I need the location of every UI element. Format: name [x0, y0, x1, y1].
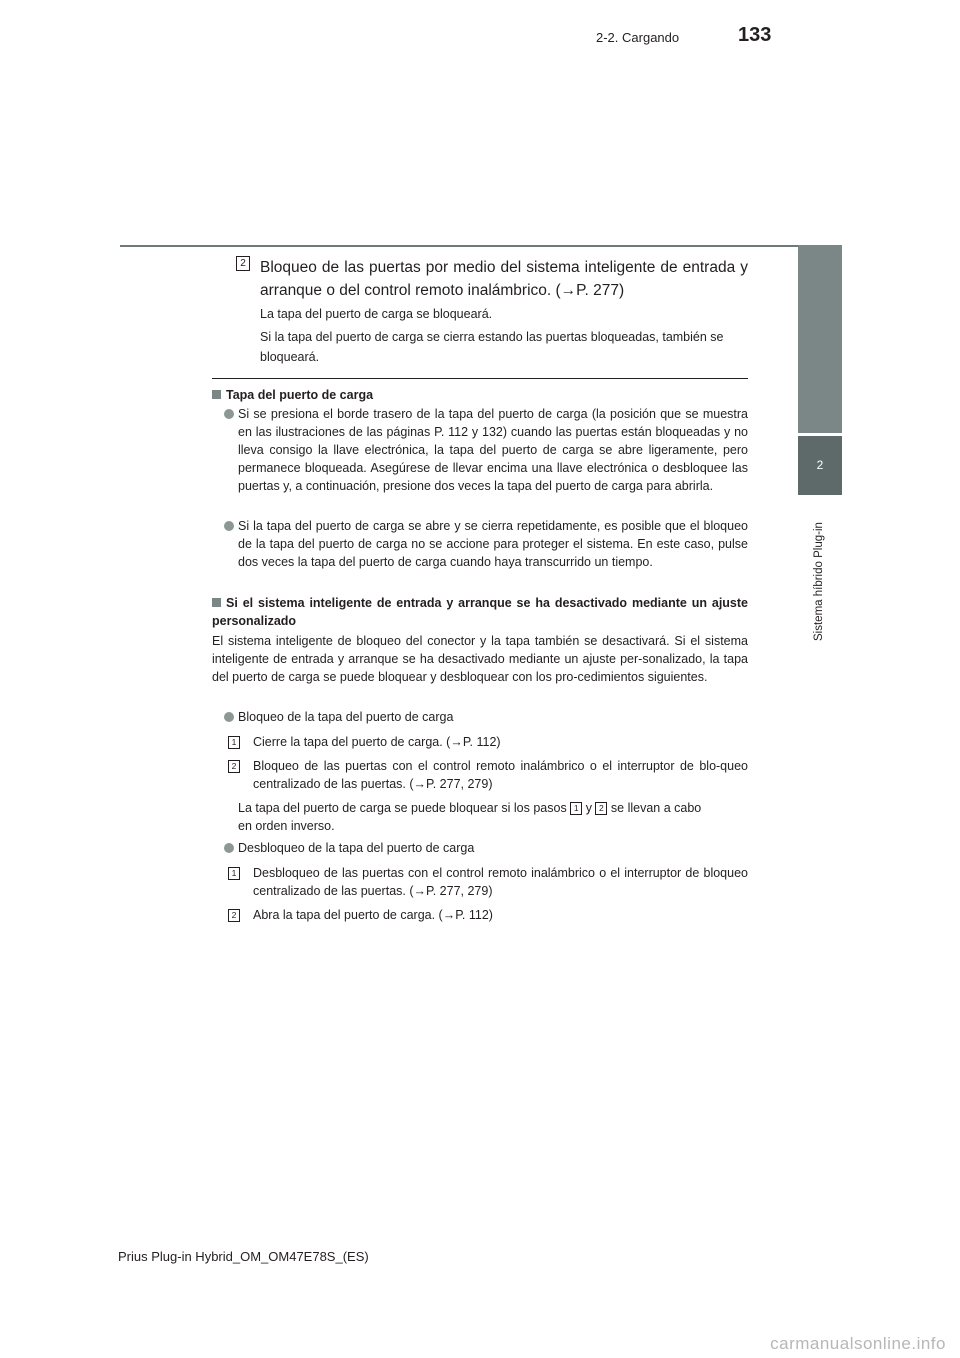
inline-step-badge-2: 2 — [595, 802, 607, 815]
step-badge-2 — [228, 758, 240, 776]
inline-step-badge-1: 1 — [570, 802, 582, 815]
chapter-title-text: Sistema híbrido Plug-in — [813, 522, 825, 641]
bullet-paragraph-1: Si se presiona el borde trasero de la tapa del puerto de carga (la posición que se muestra en las ilustraciones de las páginas P. 112 y 132) cuando las puertas están bloqueadas y no lleva consigo la llave electrónica, la tapa del puerto de carga se abre ligeramente, pero permanece bloqueada. Asegúrese de llevar encima una llave electrónica o desbloquee las puertas y, a continuación, presione dos veces la tapa del puerto de carga para abrirla. — [238, 407, 748, 493]
step-badge-number: 2 — [228, 909, 240, 922]
lock-reverse-note-end: en orden inverso. — [238, 819, 335, 833]
watermark: carmanualsonline.info — [770, 1334, 946, 1353]
bullet-paragraph-2: Si la tapa del puerto de carga se abre y se cierra repetidamente, es posible que el bloqueo de la tapa del puerto de carga no se accione para proteger el sistema. En este caso, pulse dos veces la tapa del puerto de carga cuando haya transcurrido un tiempo. — [238, 519, 748, 569]
step-2-title: Bloqueo de las puertas por medio del sistema inteligente de entrada y arranque o del control remoto inalámbrico. (→P. 277) — [260, 259, 748, 299]
step-badge-number: 1 — [228, 867, 240, 880]
section-divider — [212, 378, 748, 379]
lock-reverse-note — [238, 799, 748, 817]
lock-procedure-title: Bloqueo de la tapa del puerto de carga — [238, 710, 454, 724]
unlock-step-1-text: Desbloqueo de las puertas con el control remoto inalámbrico o el interruptor de bloqueo centralizado de las puertas. (→P. 277, 279) — [253, 866, 748, 898]
unlock-step-2-text: Abra la tapa del puerto de carga. (→P. 112) — [253, 908, 493, 922]
section-heading-charge-port-lid — [212, 386, 373, 404]
circle-bullet-icon — [224, 409, 234, 419]
note-text: se llevan a cabo — [610, 801, 702, 815]
step-2-note-2: Si la tapa del puerto de carga se cierra estando las puertas bloqueadas, también se bloqueará. — [260, 330, 724, 364]
step-badge-number: 2 — [236, 256, 250, 271]
unlock-procedure-title: Desbloqueo de la tapa del puerto de carga — [238, 841, 475, 855]
chapter-number-tab: 2 — [798, 436, 842, 495]
manual-identifier: Prius Plug-in Hybrid_OM_OM47E78S_(ES) — [118, 1249, 369, 1264]
section-heading-custom-setting — [212, 594, 748, 630]
lock-step-2-text: Bloqueo de las puertas con el control remoto inalámbrico o el interruptor de blo-queo centralizado de las puertas. (→P. 277, 279) — [253, 759, 748, 791]
step-badge-number: 1 — [228, 736, 240, 749]
circle-bullet-icon — [224, 712, 234, 722]
step-badge-2 — [228, 907, 240, 925]
heading-text: Tapa del puerto de carga — [226, 388, 374, 402]
step-badge-2 — [236, 255, 250, 273]
chapter-title-vertical — [800, 500, 840, 650]
square-bullet-icon — [212, 598, 221, 607]
section-2-intro: El sistema inteligente de bloqueo del conector y la tapa también se desactivará. Si el sistema inteligente de entrada y arranque se ha desactivado mediante un ajuste per-sonalizado, la tapa del puerto de carga se puede bloquear y desbloquear con los pro-cedimientos siguientes. — [212, 634, 748, 684]
note-text: y — [585, 801, 592, 815]
heading-text: Si el sistema inteligente de entrada y arranque se ha desactivado mediante un ajuste personalizado — [212, 596, 748, 628]
step-badge-1 — [228, 734, 240, 752]
circle-bullet-icon — [224, 521, 234, 531]
page-number: 133 — [738, 24, 772, 46]
note-text: La tapa del puerto de carga se puede bloquear si los pasos — [238, 801, 567, 815]
step-badge-number: 2 — [228, 760, 240, 773]
step-2-note-1: La tapa del puerto de carga se bloqueará. — [260, 307, 493, 321]
header-rule — [120, 245, 841, 247]
side-tab-bar — [798, 245, 842, 433]
step-badge-1 — [228, 865, 240, 883]
lock-step-1-text: Cierre la tapa del puerto de carga. (→P. 112) — [253, 735, 501, 749]
section-title: 2-2. Cargando — [596, 30, 680, 45]
square-bullet-icon — [212, 390, 221, 399]
circle-bullet-icon — [224, 843, 234, 853]
